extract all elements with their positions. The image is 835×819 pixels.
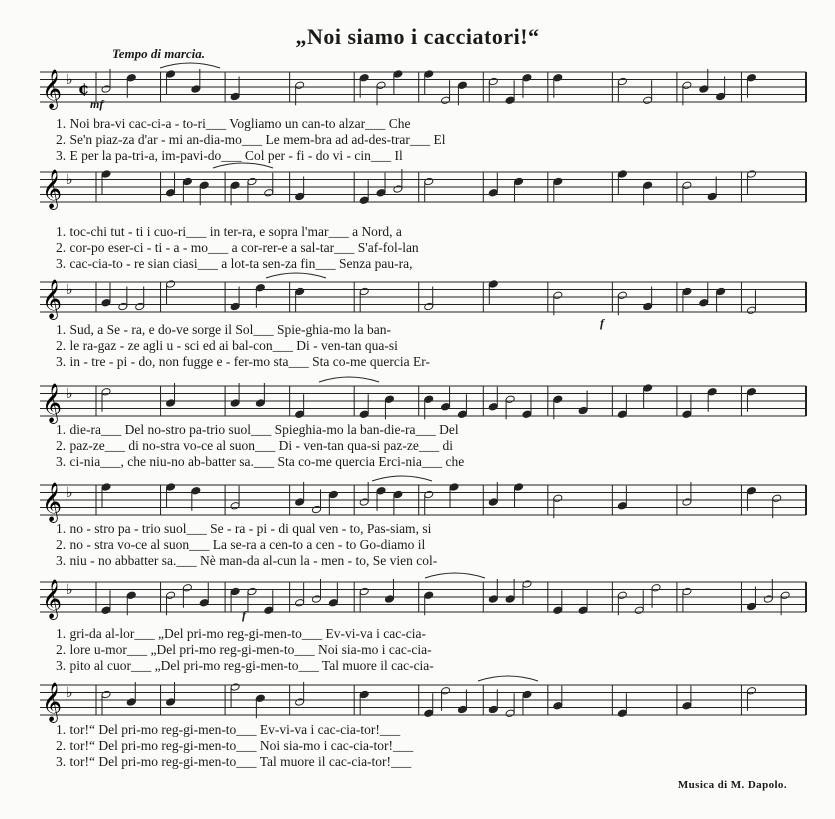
- note-head: [424, 709, 434, 718]
- note-head: [230, 587, 240, 596]
- music-staff: [40, 682, 806, 722]
- note-head: [699, 85, 709, 94]
- note-head: [488, 280, 498, 289]
- note-head: [682, 701, 692, 710]
- note-head: [643, 302, 653, 311]
- note-head: [578, 606, 588, 615]
- note-head: [376, 486, 386, 495]
- note-head: [424, 177, 434, 186]
- note-head: [522, 73, 532, 82]
- lyric-line: 3. pito al cuor___ „Del pri-mo reg-gi-men-to___ Tal muore il cac-cia-: [56, 658, 434, 673]
- note-head: [682, 287, 692, 296]
- note-head: [359, 498, 369, 507]
- key-signature-flat-icon: ♭: [66, 386, 73, 402]
- note-head: [295, 287, 305, 296]
- composer-credit: Musica di M. Dapolo.: [677, 779, 787, 791]
- note-head: [505, 395, 515, 404]
- note-head: [716, 92, 726, 101]
- note-head: [328, 490, 338, 499]
- note-head: [384, 395, 394, 404]
- note-head: [716, 287, 726, 296]
- note-head: [359, 690, 369, 699]
- note-head: [746, 486, 756, 495]
- lyric-line: 3. in - tre - pi - do, non fugge e - fer-mo sta___ Sta co-me quercia Er-: [56, 354, 430, 369]
- note-head: [488, 402, 498, 411]
- note-head: [101, 85, 111, 94]
- note-head: [182, 177, 192, 186]
- note-head: [553, 701, 563, 710]
- note-head: [166, 483, 176, 492]
- note-head: [772, 494, 782, 503]
- note-head: [376, 81, 386, 90]
- music-staff: [40, 482, 806, 522]
- lyric-line: 2. le ra-gaz - ze agli u - sci ed ai bal-con___ Di - ven-tan qua-si: [56, 338, 398, 353]
- note-head: [191, 486, 201, 495]
- note-head: [264, 606, 274, 615]
- note-head: [746, 170, 756, 179]
- note-head: [617, 410, 627, 419]
- note-head: [295, 81, 305, 90]
- note-head: [118, 302, 128, 311]
- lyric-line: 1. gri-da al-lor___ „Del pri-mo reg-gi-men-to___ Ev-vi-va i cac-cia-: [56, 626, 426, 641]
- note-head: [295, 410, 305, 419]
- lyric-line: 2. no - stra vo-ce al suon___ La se-ra a cen-to a cen - to Go-diamo il: [56, 537, 426, 552]
- lyric-line: 1. Noi bra-vi cac-ci-a - to-ri___ Vogliamo un can-to alzar___ Che: [56, 116, 411, 131]
- lyric-line: 1. Sud, a Se - ra, e do-ve sorge il Sol___ Spie-ghia-mo la ban-: [56, 322, 391, 337]
- note-head: [643, 384, 653, 393]
- note-head: [457, 410, 467, 419]
- note-head: [746, 602, 756, 611]
- note-head: [230, 181, 240, 190]
- lyric-line: 1. die-ra___ Del no-stro pa-trio suol___ Spieghia-mo la ban-die-ra___ Del: [56, 422, 459, 437]
- slur: [160, 63, 220, 68]
- note-head: [182, 583, 192, 592]
- note-head: [166, 399, 176, 408]
- dynamic-mf: mf: [90, 97, 104, 111]
- lyric-line: 2. tor!“ Del pri-mo reg-gi-men-to___ Noi sia-mo i cac-cia-tor!___: [56, 738, 414, 753]
- slur: [478, 676, 538, 681]
- note-head: [328, 598, 338, 607]
- note-head: [101, 387, 111, 396]
- note-head: [522, 690, 532, 699]
- lyric-line: 2. lore u-mor___ „Del pri-mo reg-gi-men-to___ Noi sia-mo i cac-cia-: [56, 642, 432, 657]
- note-head: [617, 291, 627, 300]
- note-head: [553, 177, 563, 186]
- note-head: [746, 306, 756, 315]
- treble-clef-icon: 𝄞: [42, 682, 63, 722]
- slur: [319, 377, 379, 382]
- note-head: [247, 587, 257, 596]
- note-head: [255, 283, 265, 292]
- note-head: [617, 501, 627, 510]
- note-head: [488, 595, 498, 604]
- note-head: [457, 81, 467, 90]
- note-head: [707, 387, 717, 396]
- note-head: [514, 177, 524, 186]
- note-head: [424, 70, 434, 79]
- note-head: [295, 598, 305, 607]
- key-signature-flat-icon: ♭: [66, 72, 73, 88]
- note-head: [359, 410, 369, 419]
- note-head: [247, 177, 257, 186]
- note-head: [522, 410, 532, 419]
- lyric-line: 2. paz-ze___ di no-stra vo-ce al suon___ Di - ven-tan qua-si paz-ze___ di: [56, 438, 453, 453]
- dynamic-forte: f: [600, 316, 604, 330]
- lyric-line: 3. niu - no abbatter sa.___ Nè man-da al-cun la - men - to, Se vien col-: [56, 553, 438, 568]
- note-head: [166, 280, 176, 289]
- note-head: [295, 498, 305, 507]
- note-head: [230, 683, 240, 692]
- note-head: [255, 694, 265, 703]
- music-staff: [40, 279, 806, 319]
- note-head: [651, 583, 661, 592]
- note-head: [488, 498, 498, 507]
- note-head: [359, 587, 369, 596]
- note-head: [553, 606, 563, 615]
- note-head: [514, 483, 524, 492]
- time-signature-icon: ¢: [78, 79, 90, 98]
- treble-clef-icon: 𝄞: [42, 169, 63, 209]
- note-head: [488, 705, 498, 714]
- note-head: [441, 96, 451, 105]
- note-head: [488, 77, 498, 86]
- note-head: [384, 595, 394, 604]
- note-head: [295, 698, 305, 707]
- note-head: [707, 192, 717, 201]
- music-staff: [40, 579, 806, 619]
- note-head: [617, 591, 627, 600]
- note-head: [126, 73, 136, 82]
- note-head: [780, 591, 790, 600]
- music-staff: [40, 383, 806, 423]
- slur: [372, 476, 432, 481]
- note-head: [746, 686, 756, 695]
- note-head: [505, 709, 515, 718]
- lyric-line: 3. E per la pa-tri-a, im-pavi-do___ Col per - fi - do vi - cin___ Il: [56, 148, 403, 163]
- lyric-line: 1. no - stro pa - trio suol___ Se - ra - pi - di qual ven - to, Pas-siam, si: [56, 521, 432, 536]
- note-head: [393, 185, 403, 194]
- note-head: [699, 298, 709, 307]
- note-head: [101, 170, 111, 179]
- note-head: [359, 196, 369, 205]
- note-head: [126, 698, 136, 707]
- note-head: [746, 387, 756, 396]
- note-head: [505, 595, 515, 604]
- note-head: [295, 192, 305, 201]
- note-head: [424, 395, 434, 404]
- note-head: [101, 606, 111, 615]
- key-signature-flat-icon: ♭: [66, 685, 73, 701]
- note-head: [312, 595, 322, 604]
- note-head: [488, 188, 498, 197]
- note-head: [553, 73, 563, 82]
- note-head: [505, 96, 515, 105]
- note-head: [312, 505, 322, 514]
- treble-clef-icon: 𝄞: [42, 69, 63, 109]
- lyric-line: 2. Se'n piaz-za d'ar - mi an-dia-mo___ Le mem-bra ad ad-des-trar___ El: [56, 132, 446, 147]
- note-head: [634, 606, 644, 615]
- note-head: [424, 490, 434, 499]
- note-head: [135, 302, 145, 311]
- note-head: [166, 698, 176, 707]
- note-head: [441, 402, 451, 411]
- note-head: [230, 92, 240, 101]
- note-head: [682, 81, 692, 90]
- note-head: [682, 587, 692, 596]
- slur: [266, 273, 326, 278]
- note-head: [126, 591, 136, 600]
- note-head: [553, 494, 563, 503]
- key-signature-flat-icon: ♭: [66, 282, 73, 298]
- lyric-line: 2. cor-po eser-ci - ti - a - mo___ a cor-rer-e a sal-tar___ S'af-fol-lan: [56, 240, 419, 255]
- note-head: [101, 298, 111, 307]
- note-head: [393, 490, 403, 499]
- music-staff: [40, 169, 806, 209]
- note-head: [617, 709, 627, 718]
- note-head: [617, 170, 627, 179]
- lyric-line: 1. toc-chi tut - ti i cuo-ri___ in ter-ra, e sopra l'mar___ a Nord, a: [56, 224, 402, 239]
- music-staff: [40, 69, 806, 109]
- note-head: [166, 70, 176, 79]
- note-head: [166, 591, 176, 600]
- note-head: [522, 580, 532, 589]
- note-head: [191, 85, 201, 94]
- lyric-line: 3. cac-cia-to - re sian ciasi___ a lot-ta sen-za fin___ Senza pau-ra,: [56, 256, 413, 271]
- note-head: [101, 690, 111, 699]
- note-head: [617, 77, 627, 86]
- note-head: [682, 498, 692, 507]
- note-head: [393, 70, 403, 79]
- note-head: [264, 188, 274, 197]
- lyric-line: 3. ci-nia___, che niu-no ab-batter sa.___ Sta co-me quercia Erci-nia___ che: [56, 454, 465, 469]
- note-head: [166, 188, 176, 197]
- slur: [425, 573, 485, 578]
- note-head: [424, 302, 434, 311]
- note-head: [101, 483, 111, 492]
- note-head: [682, 181, 692, 190]
- dynamic-forte: f: [242, 608, 246, 622]
- note-head: [424, 591, 434, 600]
- treble-clef-icon: 𝄞: [42, 279, 63, 319]
- note-head: [578, 406, 588, 415]
- song-title: „Noi siamo i cacciatori!“: [295, 24, 540, 49]
- note-head: [199, 181, 209, 190]
- note-head: [199, 598, 209, 607]
- note-head: [682, 410, 692, 419]
- note-head: [359, 73, 369, 82]
- note-head: [359, 287, 369, 296]
- note-head: [230, 399, 240, 408]
- note-head: [376, 188, 386, 197]
- note-head: [230, 501, 240, 510]
- treble-clef-icon: 𝄞: [42, 579, 63, 619]
- note-head: [230, 302, 240, 311]
- lyric-line: 3. tor!“ Del pri-mo reg-gi-men-to___ Tal muore il cac-cia-tor!___: [56, 754, 412, 769]
- key-signature-flat-icon: ♭: [66, 172, 73, 188]
- treble-clef-icon: 𝄞: [42, 383, 63, 423]
- note-head: [449, 483, 459, 492]
- lyric-line: 1. tor!“ Del pri-mo reg-gi-men-to___ Ev-vi-va i cac-cia-tor!___: [56, 722, 401, 737]
- note-head: [553, 395, 563, 404]
- note-head: [643, 181, 653, 190]
- key-signature-flat-icon: ♭: [66, 582, 73, 598]
- note-head: [457, 705, 467, 714]
- note-head: [255, 399, 265, 408]
- tempo-marking: Tempo di marcia.: [112, 46, 206, 61]
- note-head: [441, 686, 451, 695]
- note-head: [763, 595, 773, 604]
- treble-clef-icon: 𝄞: [42, 482, 63, 522]
- note-head: [643, 96, 653, 105]
- key-signature-flat-icon: ♭: [66, 485, 73, 501]
- note-head: [553, 291, 563, 300]
- note-head: [746, 73, 756, 82]
